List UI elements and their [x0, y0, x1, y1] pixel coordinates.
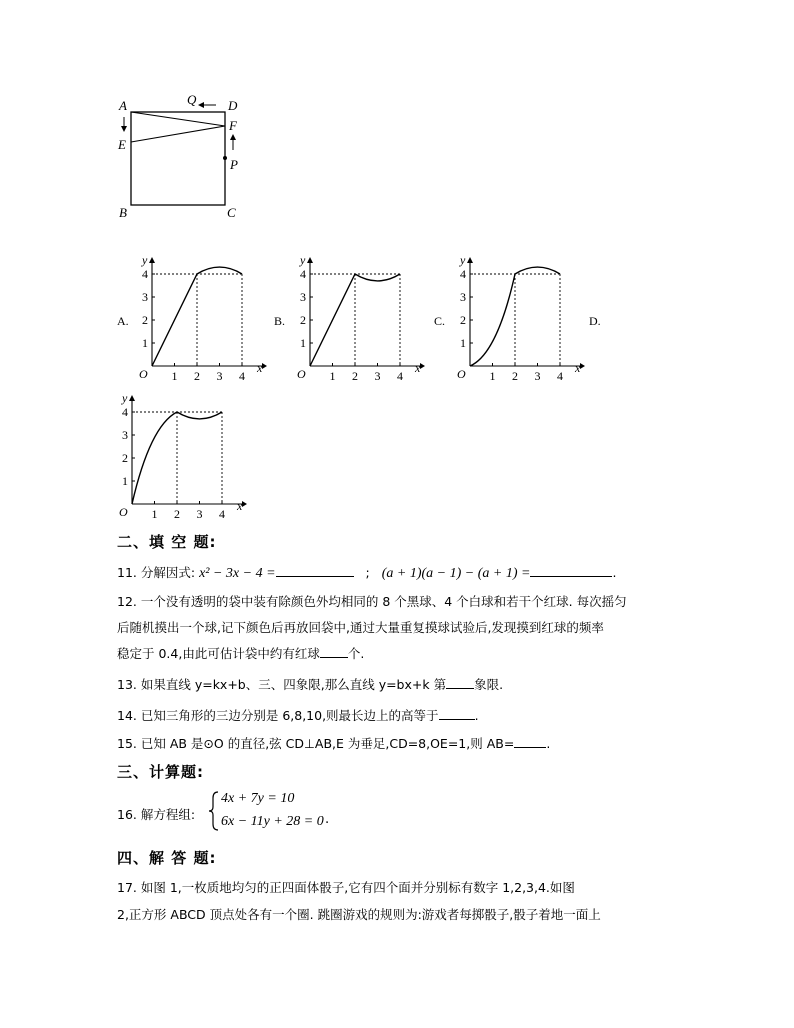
x-tick-label: 1: [329, 369, 336, 383]
option-a-label: A.: [117, 314, 129, 328]
q16-end: .: [325, 812, 330, 827]
x-tick-label: 3: [216, 369, 223, 383]
question-12-line3: 稳定于 0.4,由此可估计袋中约有红球 个.: [117, 646, 365, 661]
y-tick-label: 3: [460, 290, 466, 304]
origin-label: O: [139, 367, 148, 381]
y-tick-label: 3: [142, 290, 148, 304]
option-c-label: C.: [434, 314, 446, 328]
y-tick-label: 2: [460, 313, 466, 327]
label-Q: Q: [187, 92, 197, 107]
x-tick-label: 1: [171, 369, 178, 383]
x-tick-label: 2: [194, 369, 200, 383]
y-axis-label: y: [300, 253, 306, 267]
label-B: B: [119, 205, 127, 220]
section-calc-title: 三、计算题:: [117, 763, 204, 781]
x-axis-label: x: [575, 361, 581, 375]
x-tick-label: 1: [489, 369, 496, 383]
y-axis-arrow-icon: [129, 395, 135, 401]
y-axis-arrow-icon: [307, 257, 313, 263]
x-axis-label: x: [237, 499, 243, 513]
label-E: E: [118, 137, 126, 152]
y-tick-label: 2: [122, 451, 128, 465]
x-axis-label: x: [415, 361, 421, 375]
question-15: 15. 已知 AB 是⊙O 的直径,弦 CD⊥AB,E 为垂足,CD=8,OE=1,则 AB= .: [117, 736, 551, 751]
y-axis-label: y: [122, 391, 128, 405]
square-figure: [110, 92, 260, 222]
question-13: 13. 如果直线 y=kx+b、三、四象限,那么直线 y=bx+k 第 象限.: [117, 677, 504, 692]
x-tick-label: 2: [352, 369, 358, 383]
option-b-label: B.: [274, 314, 286, 328]
q16-equation-2: 6x − 11y + 28 = 0: [221, 814, 324, 829]
x-tick-label: 2: [174, 507, 180, 521]
y-tick-label: 4: [122, 405, 128, 419]
graph-option-d: [114, 390, 249, 525]
graph-option-b: [292, 252, 427, 387]
y-tick-label: 1: [300, 336, 306, 350]
label-A: A: [119, 98, 127, 113]
origin-label: O: [457, 367, 466, 381]
x-axis-arrow-icon: [242, 501, 247, 507]
question-14: 14. 已知三角形的三边分别是 6,8,10,则最长边上的高等于 .: [117, 708, 479, 723]
y-tick-label: 2: [142, 313, 148, 327]
y-tick-label: 1: [460, 336, 466, 350]
y-axis-arrow-icon: [467, 257, 473, 263]
y-tick-label: 1: [142, 336, 148, 350]
x-axis-arrow-icon: [420, 363, 425, 369]
origin-label: O: [119, 505, 128, 519]
x-tick-label: 3: [196, 507, 203, 521]
y-tick-label: 1: [122, 474, 128, 488]
label-D: D: [228, 98, 238, 113]
y-tick-label: 3: [122, 428, 128, 442]
x-tick-label: 4: [219, 507, 225, 521]
x-axis-arrow-icon: [262, 363, 267, 369]
y-tick-label: 3: [300, 290, 306, 304]
x-axis-label: x: [257, 361, 263, 375]
x-tick-label: 4: [239, 369, 245, 383]
x-tick-label: 3: [534, 369, 541, 383]
question-16-prefix: 16. 解方程组:: [117, 807, 196, 822]
x-tick-label: 4: [397, 369, 403, 383]
x-tick-label: 3: [374, 369, 381, 383]
y-tick-label: 4: [300, 267, 306, 281]
y-tick-label: 4: [460, 267, 466, 281]
label-F: F: [229, 118, 237, 133]
q16-equation-1: 4x + 7y = 10: [221, 791, 295, 806]
y-tick-label: 4: [142, 267, 148, 281]
y-axis-arrow-icon: [149, 257, 155, 263]
system-brace-icon: [208, 790, 220, 832]
question-11: 11. 分解因式: x² − 3x − 4 = ; (a + 1)(a − 1) − (a + 1) = .: [117, 565, 617, 581]
question-12-line1: 12. 一个没有透明的袋中装有除颜色外均相同的 8 个黑球、4 个白球和若干个红球. 每次摇匀: [117, 594, 627, 609]
x-axis-arrow-icon: [580, 363, 585, 369]
x-tick-label: 2: [512, 369, 518, 383]
option-d-label: D.: [589, 314, 601, 328]
question-12-line2: 后随机摸出一个球,记下颜色后再放回袋中,通过大量重复摸球试验后,发现摸到红球的频率: [117, 620, 604, 635]
y-axis-label: y: [460, 253, 466, 267]
y-tick-label: 2: [300, 313, 306, 327]
label-P: P: [230, 157, 238, 172]
y-axis-label: y: [142, 253, 148, 267]
graph-option-c: [452, 252, 587, 387]
label-C: C: [227, 205, 236, 220]
origin-label: O: [297, 367, 306, 381]
section-fill-title: 二、填 空 题:: [117, 533, 217, 551]
x-tick-label: 1: [151, 507, 158, 521]
graph-option-a: [134, 252, 269, 387]
question-17-line2: 2,正方形 ABCD 顶点处各有一个圈. 跳圈游戏的规则为:游戏者每掷骰子,骰子着地一面上: [117, 907, 601, 922]
question-17-line1: 17. 如图 1,一枚质地均匀的正四面体骰子,它有四个面并分别标有数字 1,2,3,4.如图: [117, 880, 575, 895]
section-answer-title: 四、解 答 题:: [117, 849, 217, 867]
x-tick-label: 4: [557, 369, 563, 383]
